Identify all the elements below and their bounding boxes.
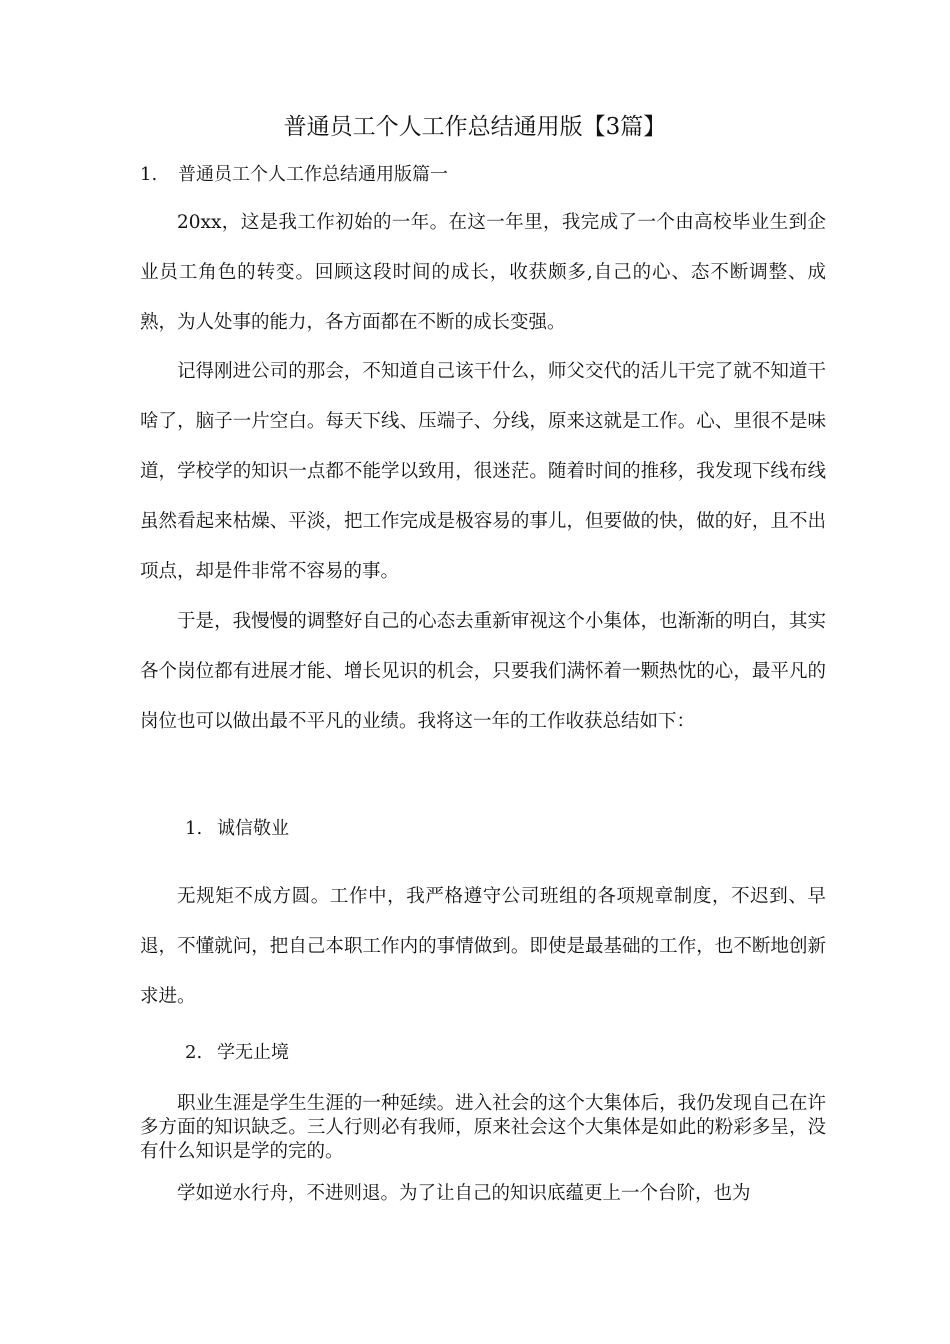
paragraph: 20xx，这是我工作初始的一年。在这一年里，我完成了一个由高校毕业生到企业员工角色的转变。回顾这段时间的成长，收获颇多,自己的心、态不断调整、成熟，为人处事的能力，各方面都在不断的成长变强。 [140,212,826,333]
paragraph: 于是，我慢慢的调整好自己的心态去重新审视这个小集体，也渐渐的明白，其实各个岗位都有进展才能、增长见识的机会，只要我们满怀着一颗热忱的心，最平凡的岗位也可以做出最不平凡的业绩。我将这一年的工作收获总结如下： [140,611,826,732]
section-label: 普通员工个人工作总结通用版篇一 [178,164,448,185]
list-item-label: 诚信敬业 [217,818,289,839]
document-title: 普通员工个人工作总结通用版【3篇】 [283,114,667,140]
section-number: 1. [140,164,158,185]
list-item-label: 学无止境 [217,1042,289,1063]
paragraph: 学如逆水行舟，不进则退。为了让自己的知识底蕴更上一个台阶，也为 [177,1183,751,1204]
paragraph: 无规矩不成方圆。工作中，我严格遵守公司班组的各项规章制度，不迟到、早退，不懂就问，把自己本职工作内的事情做到。即使是最基础的工作，也不断地创新求进。 [140,886,826,1007]
paragraph: 职业生涯是学生生涯的一种延续。进入社会的这个大集体后，我仍发现自己在许多方面的知识缺乏。三人行则必有我师，原来社会这个大集体是如此的粉彩多呈，没有什么知识是学的完的。 [140,1093,826,1162]
list-item-number: 1. [185,818,203,839]
list-item-heading [185,816,289,842]
section-heading [140,162,830,188]
paragraph: 记得刚进公司的那会，不知道自己该干什么，师父交代的活儿干完了就不知道干啥了，脑子一片空白。每天下线、压端子、分线，原来这就是工作。心、里很不是味道，学校学的知识一点都不能学以致用，很迷茫。随着时间的推移，我发现下线布线虽然看起来枯燥、平淡，把工作完成是极容易的事儿，但要做的快，做的好，且不出项点，却是件非常不容易的事。 [140,361,826,582]
list-item-heading [185,1040,289,1066]
list-item-number: 2. [185,1042,203,1063]
